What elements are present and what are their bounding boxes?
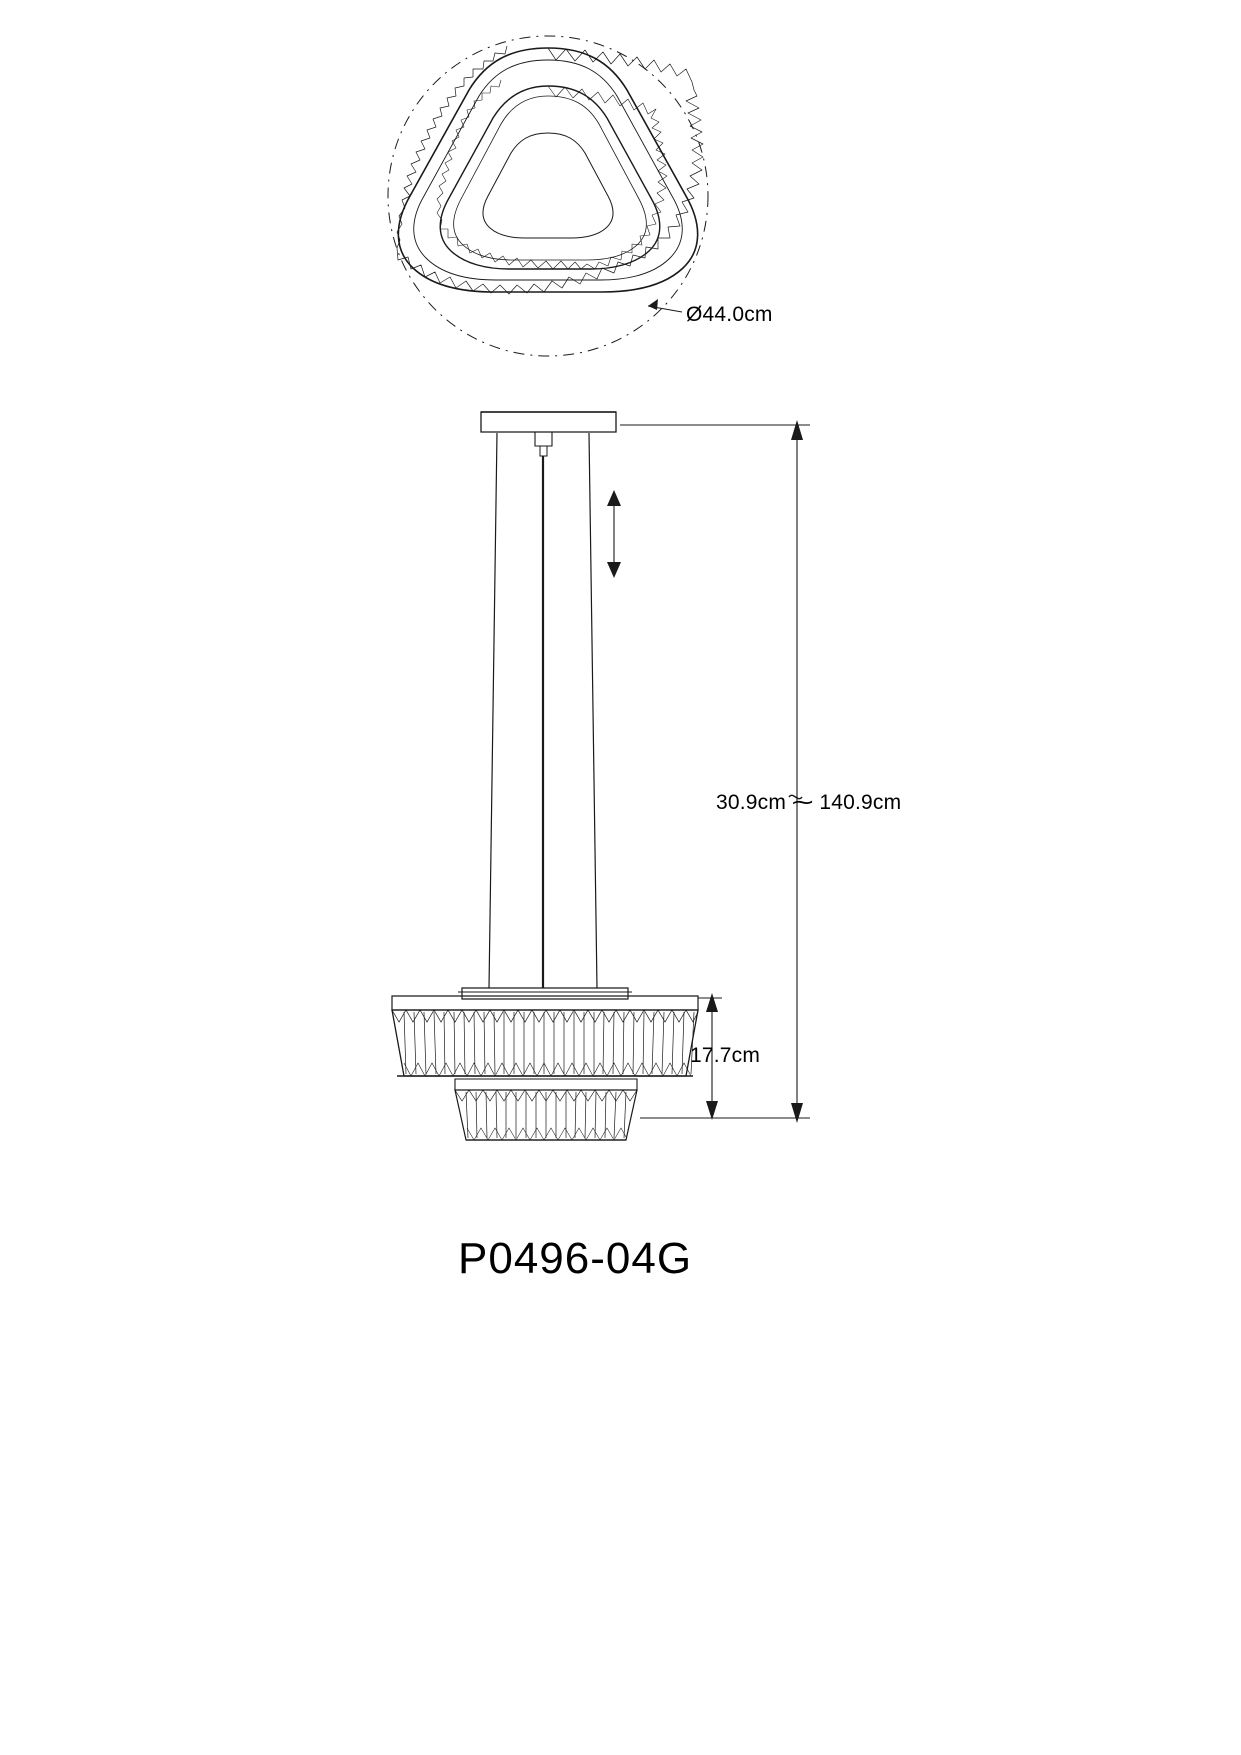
suspension-cable-right <box>589 433 597 988</box>
shade-top-plate <box>462 988 628 999</box>
top-view-aperture <box>483 133 613 238</box>
shade-upper-zigzag <box>392 1010 698 1022</box>
top-view-group <box>388 36 708 356</box>
part-number-label: P0496-04G <box>458 1234 693 1283</box>
diameter-leader-arrow <box>648 299 658 310</box>
suspension-cable-left <box>489 433 497 988</box>
canopy-connector <box>535 432 552 446</box>
shade-upper-lower-zigzag <box>404 1063 691 1076</box>
top-view-teeth <box>397 46 703 294</box>
overall-height-arrow-top <box>791 420 803 440</box>
shade-lower-rods <box>466 1092 626 1138</box>
top-view-inner-teeth <box>437 80 667 269</box>
shade-height-arrow-bottom <box>706 1101 718 1120</box>
shade-lower-bottom-zigzag <box>467 1128 626 1140</box>
adjust-arrow-up <box>607 490 621 506</box>
ceiling-canopy <box>481 412 616 432</box>
connector-pin <box>540 446 547 456</box>
top-view-inner-ring <box>454 96 647 260</box>
front-view-group <box>392 412 698 1140</box>
height-range-label: 30.9cm ⁓ 140.9cm <box>716 791 902 814</box>
overall-height-arrow-bottom <box>791 1103 803 1123</box>
adjust-arrow-down <box>607 562 621 578</box>
diameter-label: Ø44.0cm <box>686 303 773 326</box>
shade-lower-rim <box>455 1079 637 1090</box>
shade-height-arrow-top <box>706 993 718 1012</box>
top-view-outer-shade <box>398 48 697 292</box>
top-view-crystal-ring <box>414 60 683 280</box>
shade-upper-rim <box>392 996 698 1010</box>
shade-height-label: 17.7cm <box>690 1044 761 1067</box>
